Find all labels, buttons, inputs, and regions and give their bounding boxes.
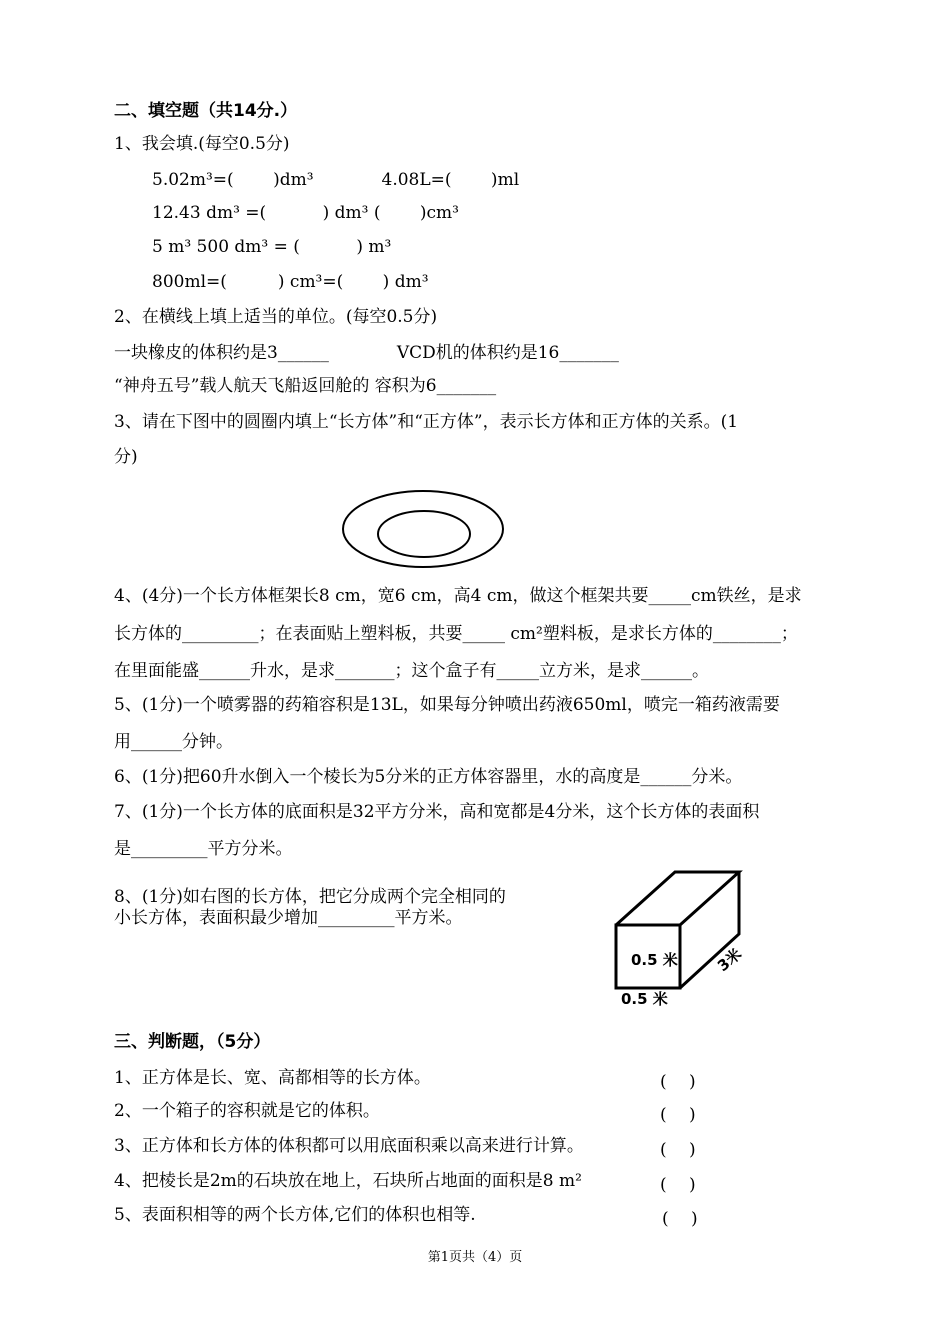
q1-line-3: 5 m³ 500 dm³ = ( ) m³ <box>152 237 392 257</box>
q4-line-1: 4、(4分)一个长方体框架长8 cm，宽6 cm，高4 cm，做这个框架共要_____cm铁丝，是求 <box>114 586 802 606</box>
q1-line-1: 5.02m³=( )dm³ 4.08L=( )ml <box>152 170 520 190</box>
q7-line-2: 是_________平方分米。 <box>114 839 293 859</box>
tf-answer-paren-3[interactable]: ( ) <box>660 1140 696 1160</box>
label-height: 0.5 米 <box>631 951 678 969</box>
q2-line-1: 一块橡皮的体积约是3______ VCD机的体积约是16_______ <box>114 343 619 363</box>
q5-line-1: 5、(1分)一个喷雾器的药箱容积是13L，如果每分钟喷出药液650ml，喷完一箱药液需要 <box>114 695 780 715</box>
outer-ellipse <box>343 491 503 567</box>
q8-line-2: 小长方体，表面积最少增加_________平方米。 <box>114 908 463 928</box>
q4-line-3: 在里面能盛______升水，是求_______；这个盒子有_____立方米，是求______。 <box>114 661 709 681</box>
page-footer: 第1页共（4）页 <box>427 1250 523 1265</box>
q3-line-2: 分) <box>114 447 138 467</box>
tf-item-3: 3、正方体和长方体的体积都可以用底面积乘以高来进行计算。 <box>114 1136 584 1156</box>
section3-title: 三、判断题，（5分） <box>114 1032 271 1052</box>
q7-line-1: 7、(1分)一个长方体的底面积是32平方分米，高和宽都是4分米，这个长方体的表面积 <box>114 802 760 822</box>
q8-line-1: 8、(1分)如右图的长方体，把它分成两个完全相同的 <box>114 887 506 907</box>
tf-answer-paren-4[interactable]: ( ) <box>660 1175 696 1195</box>
cuboid-figure <box>605 866 770 1016</box>
label-width: 0.5 米 <box>621 990 668 1008</box>
q1-line-2: 12.43 dm³ =( ) dm³ ( )cm³ <box>152 203 459 223</box>
q5-line-2: 用______分钟。 <box>114 732 233 752</box>
tf-item-5: 5、表面积相等的两个长方体,它们的体积也相等. <box>114 1205 476 1225</box>
tf-item-1: 1、正方体是长、宽、高都相等的长方体。 <box>114 1068 431 1088</box>
q1-line-4: 800ml=( ) cm³=( ) dm³ <box>152 272 429 292</box>
section2-title: 二、填空题（共14分.） <box>114 101 298 121</box>
tf-item-2: 2、一个箱子的容积就是它的体积。 <box>114 1101 380 1121</box>
q2-line-2: “神舟五号”载人航天飞船返回舱的 容积为6_______ <box>114 376 497 396</box>
tf-answer-paren-1[interactable]: ( ) <box>660 1072 696 1092</box>
cuboid-top-face <box>616 872 739 925</box>
q2-label: 2、在横线上填上适当的单位。(每空0.5分) <box>114 307 438 327</box>
tf-answer-paren-2[interactable]: ( ) <box>660 1105 696 1125</box>
tf-item-4: 4、把棱长是2m的石块放在地上，石块所占地面的面积是8 m² <box>114 1171 582 1191</box>
label-length: 3米 <box>714 944 746 976</box>
q4-line-2: 长方体的_________；在表面贴上塑料板，共要_____ cm²塑料板，是求长方体的________； <box>114 624 798 644</box>
nested-ellipses-figure <box>340 488 508 572</box>
tf-answer-paren-5[interactable]: ( ) <box>662 1209 698 1229</box>
q6-line-1: 6、(1分)把60升水倒入一个棱长为5分米的正方体容器里，水的高度是______分米。 <box>114 767 743 787</box>
q3-line-1: 3、请在下图中的圆圈内填上“长方体”和“正方体”，表示长方体和正方体的关系。(1 <box>114 412 739 432</box>
inner-ellipse <box>378 511 470 557</box>
q1-label: 1、我会填.(每空0.5分) <box>114 134 290 154</box>
